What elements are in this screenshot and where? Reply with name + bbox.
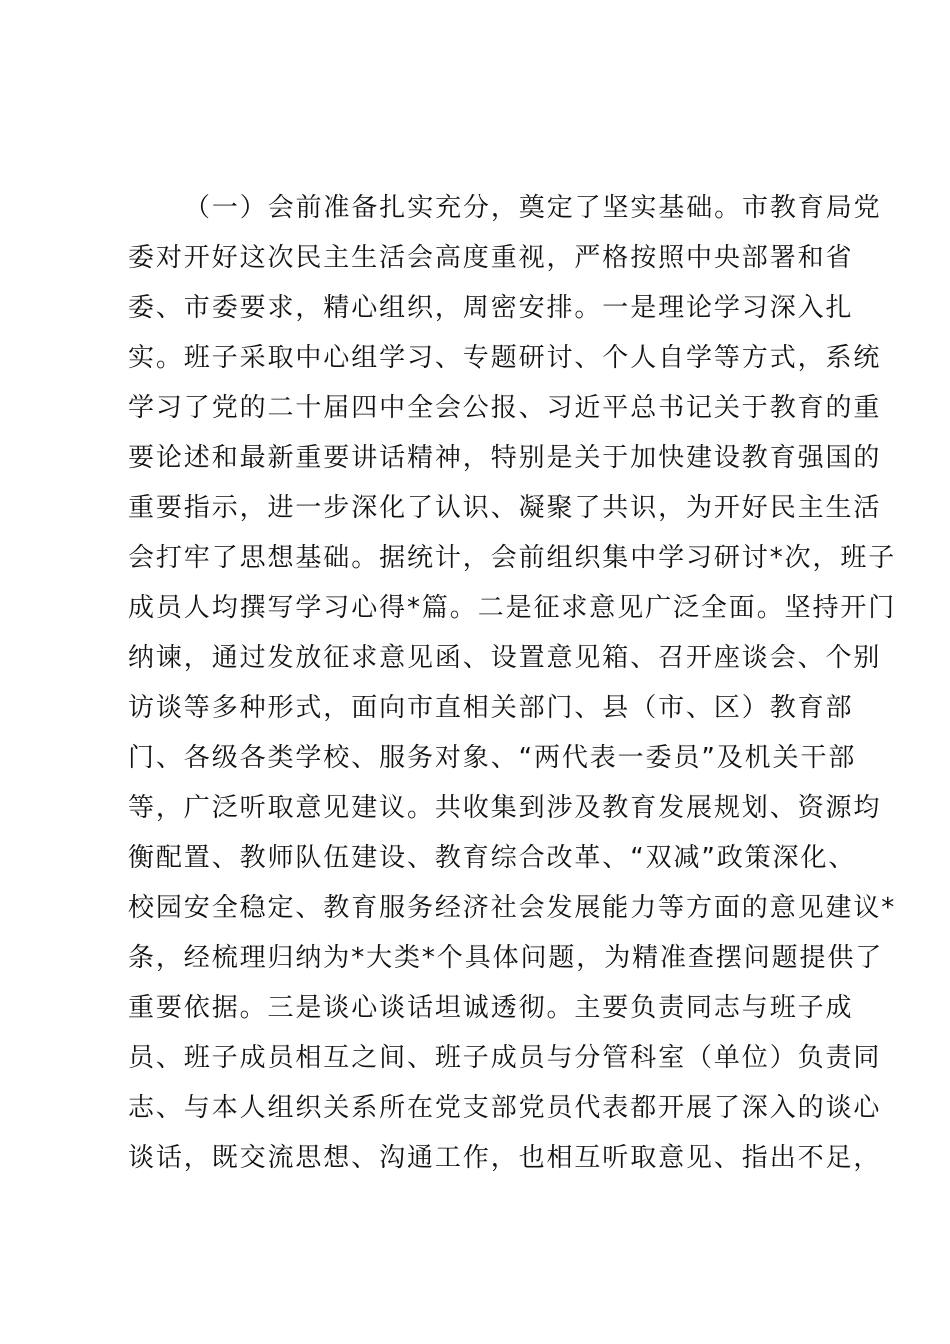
- paragraph-line: 纳谏，通过发放征求意见函、设置意见箱、召开座谈会、个别: [128, 643, 882, 673]
- paragraph-line: 会打牢了思想基础。据统计，会前组织集中学习研讨*次，班子: [128, 543, 897, 573]
- paragraph-line: 志、与本人组织关系所在党支部党员代表都开展了深入的谈心: [128, 1093, 882, 1123]
- paragraph-line: 条，经梳理归纳为*大类*个具体问题，为精准查摆问题提供了: [128, 943, 884, 973]
- paragraph-line: 衡配置、教师队伍建设、教育综合改革、“双减”政策深化、: [128, 843, 857, 873]
- paragraph-line: 委对开好这次民主生活会高度重视，严格按照中央部署和省: [128, 243, 854, 273]
- paragraph-line: 谈话，既交流思想、沟通工作，也相互听取意见、指出不足，: [128, 1143, 882, 1173]
- paragraph-line: 学习了党的二十届四中全会公报、习近平总书记关于教育的重: [128, 393, 882, 423]
- paragraph-line: 访谈等多种形式，面向市直相关部门、县（市、区）教育部: [128, 693, 854, 723]
- body-paragraph: [128, 183, 897, 1183]
- paragraph-line: 要论述和最新重要讲话精神，特别是关于加快建设教育强国的: [128, 443, 882, 473]
- paragraph-line: 实。班子采取中心组学习、专题研讨、个人自学等方式，系统: [128, 343, 882, 373]
- paragraph-line: 重要指示，进一步深化了认识、凝聚了共识，为开好民主生活: [128, 493, 882, 523]
- paragraph-line: 重要依据。三是谈心谈话坦诚透彻。主要负责同志与班子成: [128, 993, 854, 1023]
- paragraph-line: 等，广泛听取意见建议。共收集到涉及教育发展规划、资源均: [128, 793, 882, 823]
- paragraph-line: 门、各级各类学校、服务对象、“两代表一委员”及机关干部: [128, 743, 857, 773]
- paragraph-line: 员、班子成员相互之间、班子成员与分管科室（单位）负责同: [128, 1043, 882, 1073]
- paragraph-line: 委、市委要求，精心组织，周密安排。一是理论学习深入扎: [128, 293, 854, 323]
- paragraph-line: 校园安全稳定、教育服务经济社会发展能力等方面的意见建议*: [128, 893, 897, 923]
- paragraph-line: （一）会前准备扎实充分，奠定了坚实基础。市教育局党: [184, 193, 882, 223]
- paragraph-line: 成员人均撰写学习心得*篇。二是征求意见广泛全面。坚持开门: [128, 593, 897, 623]
